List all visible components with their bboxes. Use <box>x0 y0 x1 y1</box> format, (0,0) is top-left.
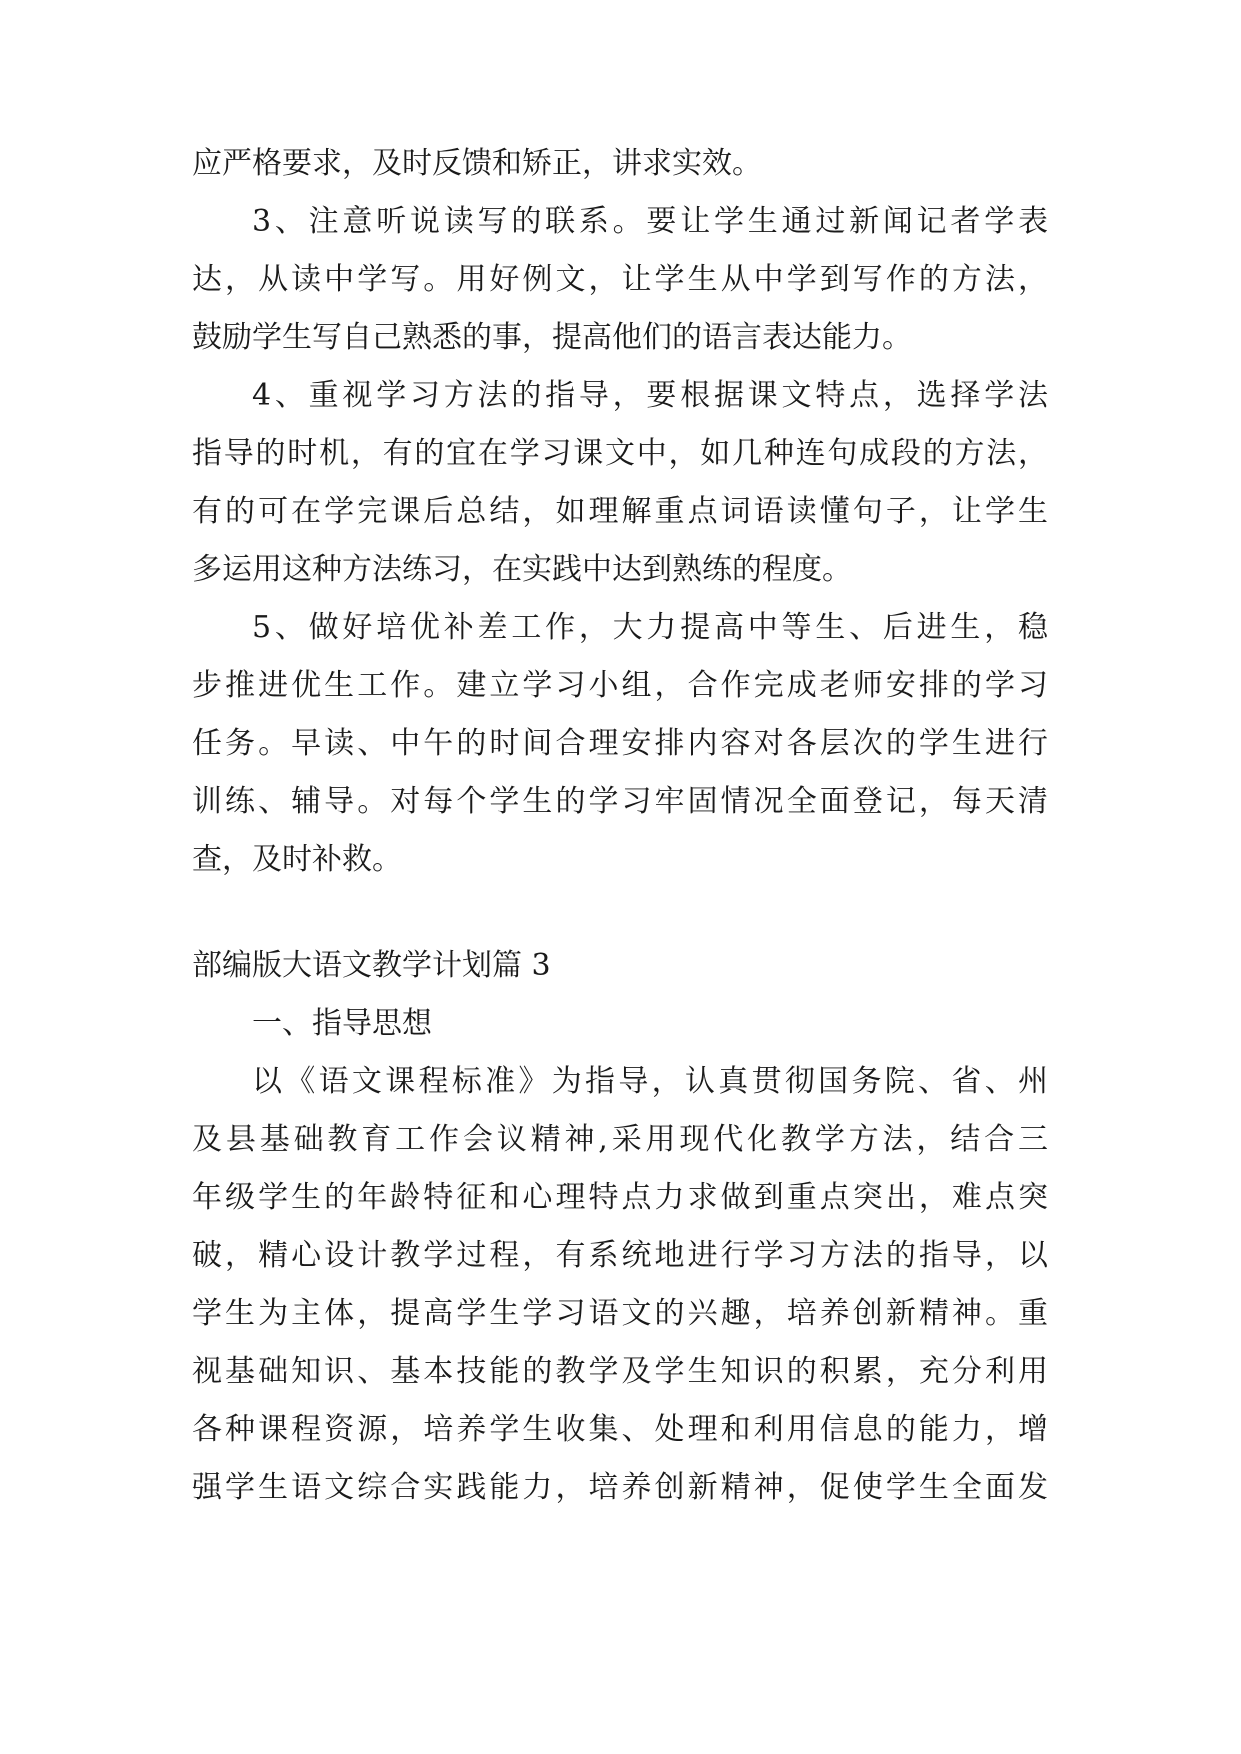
text-line: 查，及时补救。 <box>192 842 402 877</box>
text-line: 鼓励学生写自己熟悉的事，提高他们的语言表达能力。 <box>192 320 912 355</box>
text-line: 强学生语文综合实践能力，培养创新精神，促使学生全面发 <box>192 1470 1048 1505</box>
text-line: 训练、辅导。对每个学生的学习牢固情况全面登记，每天清 <box>192 784 1048 819</box>
text-line: 3、注意听说读写的联系。要让学生通过新闻记者学表 <box>252 204 1048 239</box>
text-line: 4、重视学习方法的指导，要根据课文特点，选择学法 <box>252 378 1048 413</box>
text-line: 破，精心设计教学过程，有系统地进行学习方法的指导，以 <box>192 1238 1048 1273</box>
subheading: 一、指导思想 <box>252 1006 432 1041</box>
text-line: 应严格要求，及时反馈和矫正，讲求实效。 <box>192 146 762 181</box>
text-line: 任务。早读、中午的时间合理安排内容对各层次的学生进行 <box>192 726 1048 761</box>
text-line: 指导的时机，有的宜在学习课文中，如几种连句成段的方法， <box>192 436 1048 471</box>
text-line: 各种课程资源，培养学生收集、处理和利用信息的能力，增 <box>192 1412 1048 1447</box>
text-line: 有的可在学完课后总结，如理解重点词语读懂句子，让学生 <box>192 494 1048 529</box>
text-line: 学生为主体，提高学生学习语文的兴趣，培养创新精神。重 <box>192 1296 1048 1331</box>
text-line: 5、做好培优补差工作，大力提高中等生、后进生，稳 <box>252 610 1048 645</box>
text-line: 步推进优生工作。建立学习小组，合作完成老师安排的学习 <box>192 668 1048 703</box>
text-line: 达，从读中学写。用好例文，让学生从中学到写作的方法， <box>192 262 1048 297</box>
text-line: 多运用这种方法练习，在实践中达到熟练的程度。 <box>192 552 852 587</box>
text-line: 视基础知识、基本技能的教学及学生知识的积累，充分利用 <box>192 1354 1048 1389</box>
text-line: 以《语文课程标准》为指导，认真贯彻国务院、省、州 <box>252 1064 1048 1099</box>
section-title: 部编版大语文教学计划篇 3 <box>192 948 551 983</box>
text-line: 及县基础教育工作会议精神,采用现代化教学方法，结合三 <box>192 1122 1048 1157</box>
text-line: 年级学生的年龄特征和心理特点力求做到重点突出，难点突 <box>192 1180 1048 1215</box>
